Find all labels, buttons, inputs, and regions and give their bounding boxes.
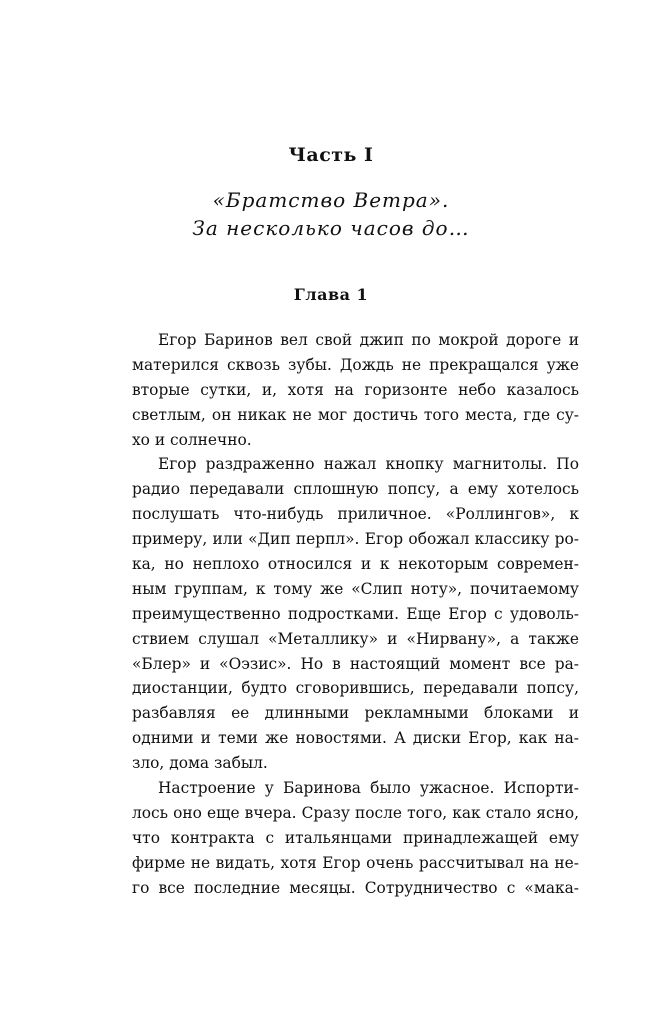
text-line: Егор раздраженно нажал кнопку магнитолы. По — [158, 455, 579, 474]
part-title: Часть I — [288, 144, 374, 166]
text-line: Настроение у Баринова было ужасное. Испорти- — [158, 779, 579, 798]
text-line: светлым, он никак не мог достичь того места, где су- — [132, 405, 579, 424]
text-line: Егор Баринов вел свой джип по мокрой дороге и — [158, 331, 579, 349]
text-line: хо и солнечно. — [132, 430, 252, 449]
text-line: разбавляя ее длинными рекламными блоками и — [132, 704, 579, 723]
chapter-title: Глава 1 — [293, 285, 369, 304]
text-line: зло, дома забыл. — [132, 754, 268, 773]
text-line: матерился сквозь зубы. Дождь не прекращался уже — [132, 355, 579, 374]
text-line: радио передавали сплошную попсу, а ему хотелось — [132, 480, 579, 499]
text-line: примеру, или «Дип перпл». Егор обожал классику ро- — [132, 530, 579, 549]
subtitle-line: За несколько часов до… — [192, 216, 470, 240]
text-line: «Блер» и «Оэзис». Но в настоящий момент все ра- — [132, 654, 579, 673]
text-line: ным группам, к тому же «Слип ноту», почитаемому — [132, 579, 579, 598]
text-line: фирме не видать, хотя Егор очень рассчитывал на не- — [132, 853, 579, 872]
text-line: диостанции, будто сговорившись, передавали попсу, — [132, 679, 579, 698]
text-line: что контракта с итальянцами принадлежащей ему — [132, 828, 579, 847]
text-line: лось оно еще вчера. Сразу после того, как стало ясно, — [132, 803, 579, 822]
text-line: вторые сутки, и, хотя на горизонте небо казалось — [132, 380, 579, 399]
text-line: одними и теми же новостями. А диски Егор, как на- — [132, 729, 579, 748]
text-line: преимущественно подростками. Еще Егор с удоволь- — [132, 604, 579, 623]
text-line: ствием слушал «Металлику» и «Нирвану», а также — [132, 629, 579, 648]
text-line: послушать что-нибудь приличное. «Роллингов», к — [132, 505, 579, 524]
part-subtitle — [0, 186, 662, 242]
text-line: ка, но неплохо относился и к некоторым современ- — [132, 555, 579, 574]
subtitle-line: «Братство Ветра». — [212, 188, 450, 212]
text-line: го все последние месяцы. Сотрудничество с «мака- — [132, 878, 579, 897]
chapter-text — [132, 328, 579, 900]
